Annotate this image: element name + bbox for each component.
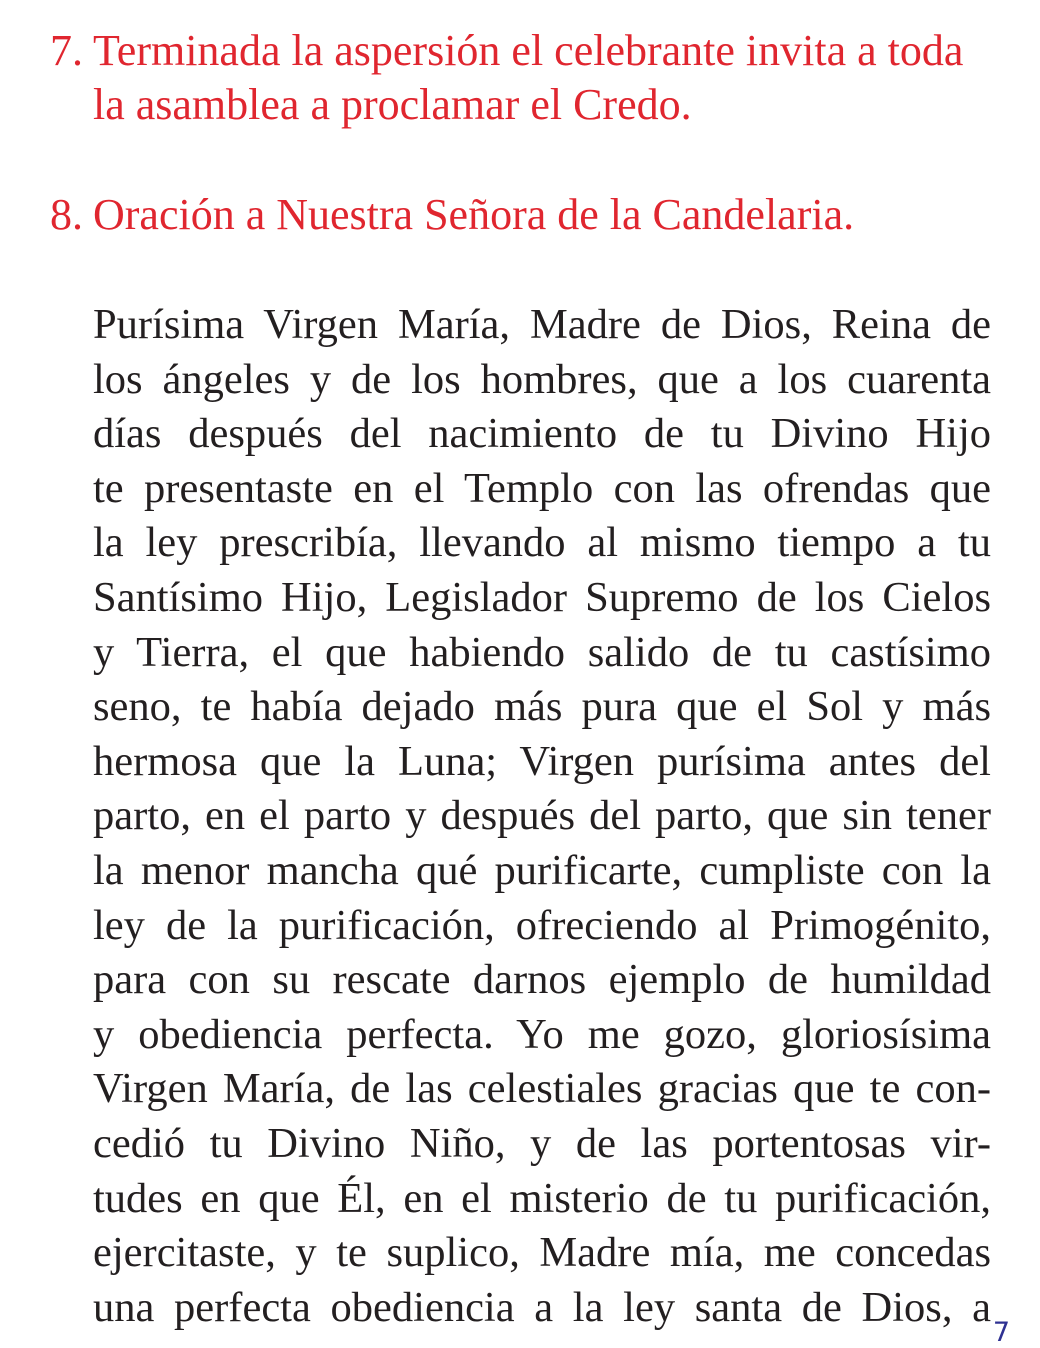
prayer-line: te presentaste en el Templo con las ofrendas que bbox=[93, 464, 991, 512]
prayer-line: Purísima Virgen María, Madre de Dios, Reina de bbox=[93, 301, 991, 348]
item-8-number: 8. bbox=[50, 190, 83, 239]
prayer-line: ley de la purificación, ofreciendo al Primogénito, bbox=[93, 901, 991, 949]
prayer-body bbox=[93, 298, 991, 1335]
page-number: 7 bbox=[992, 1317, 1010, 1348]
prayer-line: Santísimo Hijo, Legislador Supremo de los Cielos bbox=[93, 573, 991, 621]
prayer-line: para con su rescate darnos ejemplo de humildad bbox=[93, 956, 991, 1004]
prayer-line: cedió tu Divino Niño, y de las portentosas vir- bbox=[93, 1119, 991, 1167]
prayer-line: los ángeles y de los hombres, que a los cuarenta bbox=[93, 355, 991, 403]
prayer-line: la ley prescribía, llevando al mismo tiempo a tu bbox=[93, 519, 991, 567]
item-7-heading bbox=[50, 24, 1000, 132]
prayer-line: la menor mancha qué purificarte, cumpliste con la bbox=[93, 846, 991, 894]
item-8-heading bbox=[50, 188, 1000, 242]
prayer-line: parto, en el parto y después del parto, que sin tener bbox=[93, 792, 991, 840]
prayer-line: una perfecta obediencia a la ley santa de Dios, a bbox=[93, 1283, 991, 1331]
prayer-line: tudes en que Él, en el misterio de tu purificación, bbox=[93, 1174, 991, 1222]
item-7-text: Terminada la aspersión el celebrante invita a toda la asamblea a proclamar el Credo. bbox=[93, 26, 964, 129]
prayer-line: hermosa que la Luna; Virgen purísima antes del bbox=[93, 737, 991, 785]
item-7-number: 7. bbox=[50, 26, 83, 75]
prayer-line: Virgen María, de las celestiales gracias que te con- bbox=[93, 1065, 991, 1113]
item-8-text: Oración a Nuestra Señora de la Candelaria. bbox=[93, 190, 855, 239]
prayer-line: seno, te había dejado más pura que el Sol y más bbox=[93, 683, 991, 731]
prayer-line: ejercitaste, y te suplico, Madre mía, me concedas bbox=[93, 1229, 991, 1277]
prayer-line: días después del nacimiento de tu Divino Hijo bbox=[93, 410, 991, 458]
prayer-line: y Tierra, el que habiendo salido de tu castísimo bbox=[93, 628, 991, 676]
prayer-line: y obediencia perfecta. Yo me gozo, gloriosísima bbox=[93, 1010, 991, 1058]
